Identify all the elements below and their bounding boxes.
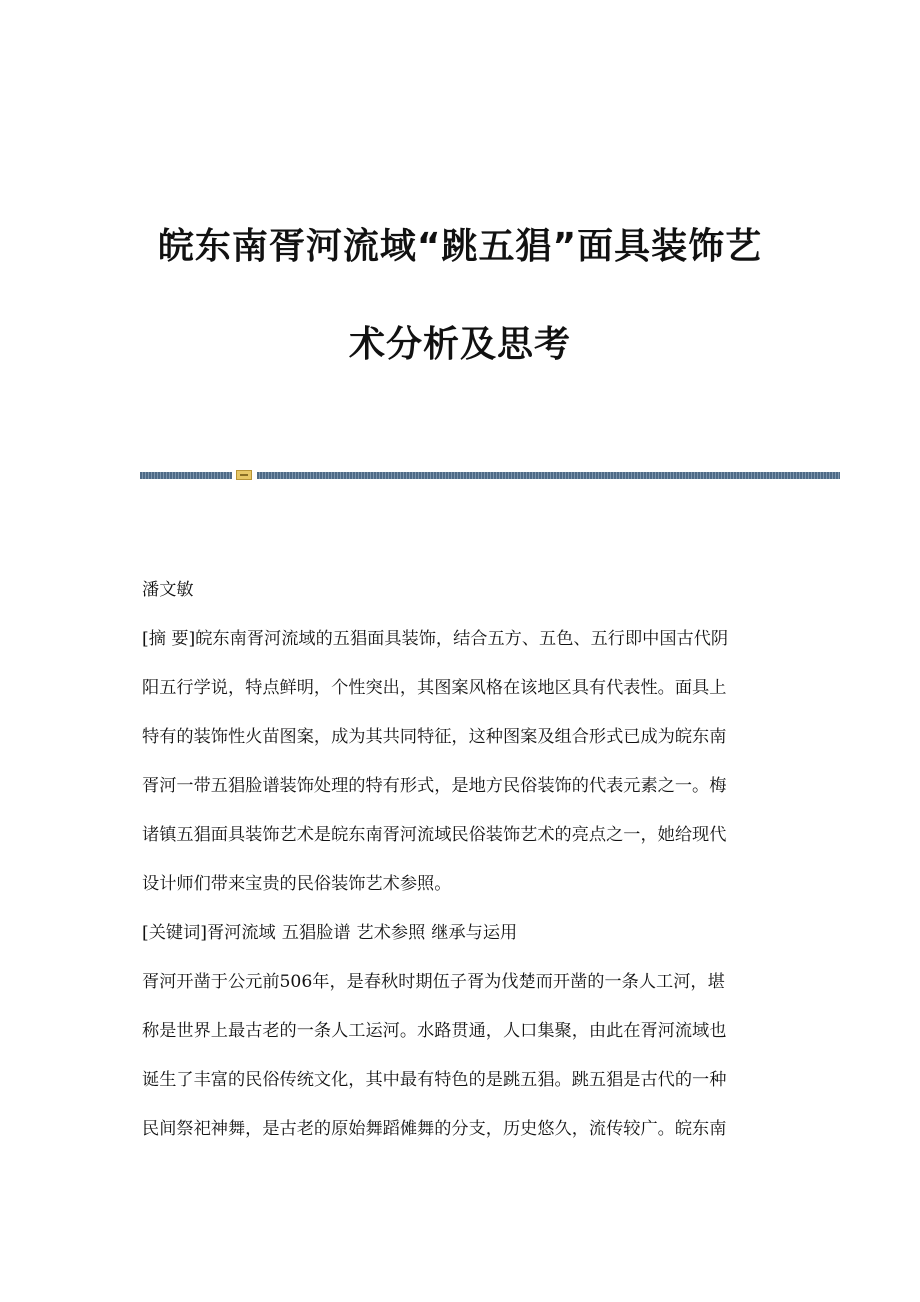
title-divider bbox=[140, 470, 840, 480]
keyword-item: 艺术参照 bbox=[356, 923, 426, 943]
author-name: 潘文敏 bbox=[142, 580, 194, 600]
abstract-line: 胥河一带五猖脸谱装饰处理的特有形式，是地方民俗装饰的代表元素之一。梅 bbox=[142, 776, 727, 796]
paragraph-line: 诞生了丰富的民俗传统文化，其中最有特色的是跳五猖。跳五猖是古代的一种 bbox=[142, 1070, 727, 1090]
abstract bbox=[142, 615, 782, 909]
divider-bar-right bbox=[257, 472, 840, 479]
divider-bar-left bbox=[140, 472, 232, 479]
abstract-line: 阳五行学说，特点鲜明，个性突出，其图案风格在该地区具有代表性。面具上 bbox=[142, 678, 727, 698]
keyword-item: 胥河流域 bbox=[206, 923, 276, 943]
keyword-item: 五猖脸谱 bbox=[281, 923, 351, 943]
abstract-line: 特有的装饰性火苗图案，成为其共同特征，这种图案及组合形式已成为皖东南 bbox=[142, 727, 727, 747]
divider-ornament-icon bbox=[236, 470, 252, 480]
abstract-line: 设计师们带来宝贵的民俗装饰艺术参照。 bbox=[142, 874, 452, 894]
keywords-line bbox=[142, 909, 782, 958]
abstract-line: [摘 要]皖东南胥河流域的五猖面具装饰，结合五方、五色、五行即中国古代阴 bbox=[142, 629, 729, 649]
keywords bbox=[142, 909, 782, 958]
keywords-label: [关键词] bbox=[142, 923, 207, 943]
body-paragraph bbox=[142, 958, 782, 1154]
paragraph-line: 民间祭祀神舞，是古老的原始舞蹈傩舞的分支，历史悠久，流传较广。皖东南 bbox=[142, 1119, 727, 1139]
document-title-line-2: 术分析及思考 bbox=[348, 324, 571, 365]
paragraph-line: 称是世界上最古老的一条人工运河。水路贯通，人口集聚，由此在胥河流域也 bbox=[142, 1021, 727, 1041]
document-title-line-1: 皖东南胥河流域“跳五猖”面具装饰艺 bbox=[157, 226, 763, 267]
abstract-line: 诸镇五猖面具装饰艺术是皖东南胥河流域民俗装饰艺术的亮点之一，她给现代 bbox=[142, 825, 727, 845]
keyword-item: 继承与运用 bbox=[431, 923, 518, 943]
paragraph-line: 胥河开凿于公元前506年，是春秋时期伍子胥为伐楚而开凿的一条人工河，堪 bbox=[142, 972, 725, 992]
